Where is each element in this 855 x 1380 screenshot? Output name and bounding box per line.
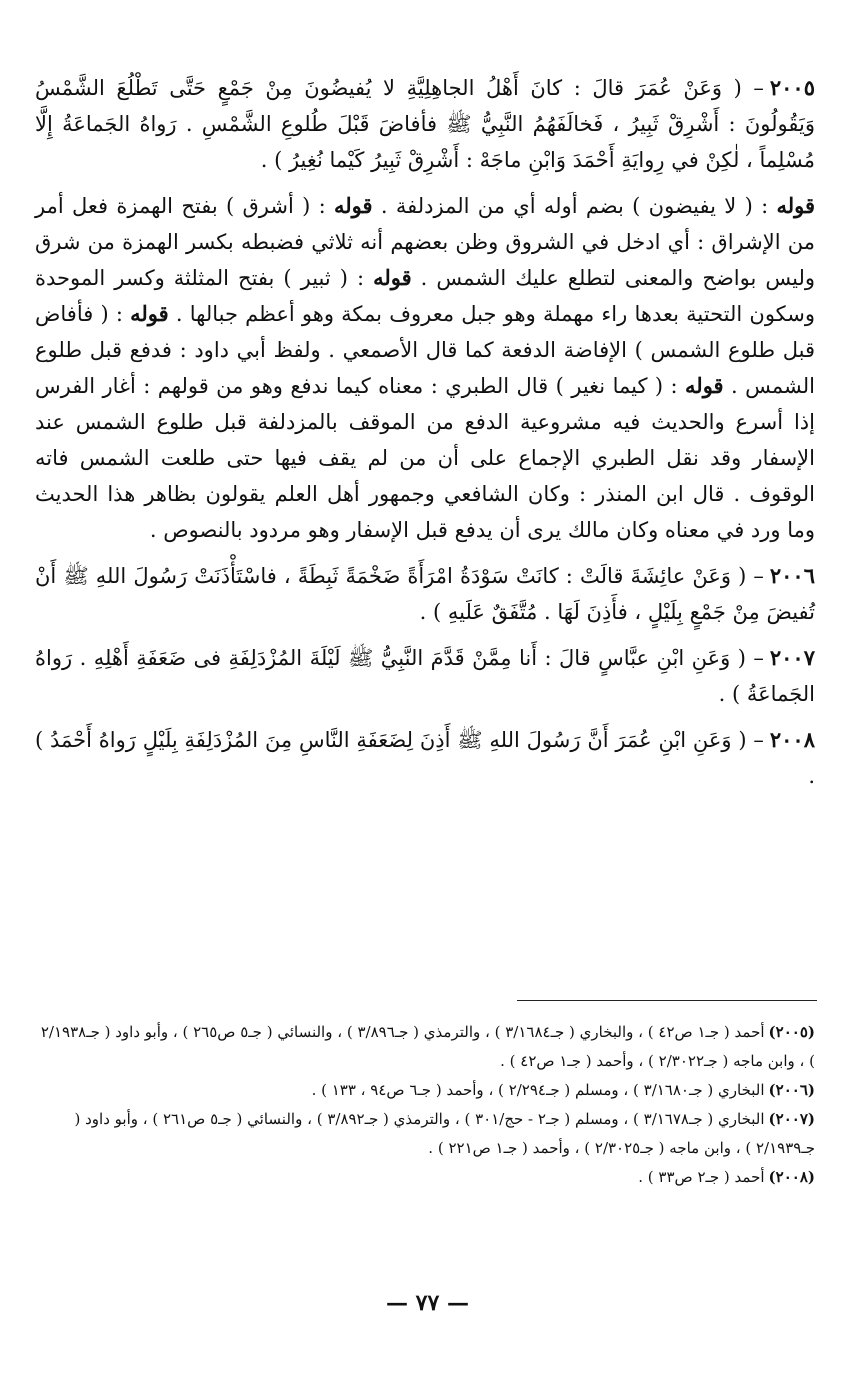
commentary-text: : ( أشرق ) بفتح الهمزة فعل أمر من الإشراق : أي ادخل في الشروق وظن بعضهم أنه ثلاثي فضبطه بكسر الهمزة من شرق وليس بواضح والمعنى لتطلع عليك الشمس . — [35, 194, 815, 290]
hadith-number: ٢٠٠٨ — [769, 727, 815, 752]
footnote-2006 — [35, 1076, 815, 1105]
commentary-keyword: قوله — [776, 193, 816, 218]
footnote-2008 — [35, 1163, 815, 1192]
hadith-number: ٢٠٠٥ — [769, 75, 815, 100]
page-body — [35, 70, 815, 804]
footnote-2007 — [35, 1105, 815, 1163]
footnote-number: (٢٠٠٧) — [768, 1110, 815, 1128]
footnote-divider — [517, 1000, 817, 1001]
hadith-text: – ( وَعَنِ ابْنِ عُمَرَ أَنَّ رَسُولَ اللهِ ﷺ أَذِنَ لِضَعَفَةِ النَّاسِ مِنَ المُزْدَلِفَةِ بِلَيْلٍ رَواهُ أَحْمَدُ ) . — [35, 728, 815, 788]
commentary-keyword: قوله — [334, 193, 373, 218]
hadith-text: – ( وَعَنْ عائِشَةَ قالَتْ : كانَتْ سَوْدَةُ امْرَأَةً ضَخْمَةً ثَبِطَةً ، فاسْتَأْذَنَتْ رَسُولَ اللهِ ﷺ أَنْ تُفيضَ مِنْ جَمْعٍ بِلَيْلٍ ، فأَذِنَ لَهَا . مُتَّفَقٌ عَلَيهِ ) . — [35, 564, 815, 624]
commentary-text: : ( كيما نغير ) قال الطبري : معناه كيما ندفع وهو من قولهم : أغار الفرس إذا أسرع والحديث فيه مشروعية الدفع من الموقف بالمزدلفة قبل طلوع الشمس عند الإسفار وقد نقل الطبري الإجماع على أن من لم يقف فيها حتى طلعت الشمس فاته الوقوف . قال ابن المنذر : وكان الشافعي وجمهور أهل العلم يقولون بظاهر هذا الحديث وما ورد في معناه وكان مالك يرى أن يدفع قبل الإسفار وهو مردود بالنصوص . — [35, 374, 815, 542]
footnote-text: أحمد ( جـ٢ ص٣٣ ) . — [638, 1168, 765, 1186]
footnote-text: أحمد ( جـ١ ص٤٢ ) ، والبخاري ( جـ٣/١٦٨٤ ) ، والترمذي ( جـ٣/٨٩٦ ) ، والنسائي ( جـ٥ ص٢٦٥ ) ، وأبو داود ( جـ٢/١٩٣٨ ) ، وابن ماجه ( جـ٢/٣٠٢٢ ) ، وأحمد ( جـ١ ص٤٢ ) . — [40, 1023, 815, 1070]
footnote-number: (٢٠٠٦) — [768, 1081, 815, 1099]
footnote-number: (٢٠٠٨) — [768, 1168, 815, 1186]
commentary-text: : ( فأفاض قبل طلوع الشمس ) الإفاضة الدفعة كما قال الأصمعي . ولفظ أبي داود : فدفع قبل طلوع الشمس . — [35, 302, 816, 398]
footnote-text: البخاري ( جـ٣/١٦٧٨ ) ، ومسلم ( جـ٢ - حج/٣٠١ ) ، والترمذي ( جـ٣/٨٩٢ ) ، والنسائي ( جـ٥ ص٢٦١ ) ، وأبو داود ( جـ٢/١٩٣٩ ) ، وابن ماجه ( جـ٢/٣٠٢٥ ) ، وأحمد ( جـ١ ص٢٢١ ) . — [74, 1110, 815, 1157]
hadith-2006 — [35, 558, 815, 630]
hadith-number: ٢٠٠٦ — [769, 563, 815, 588]
footnote-2005 — [35, 1018, 815, 1076]
footnote-number: (٢٠٠٥) — [768, 1023, 815, 1041]
commentary-keyword: قوله — [685, 373, 724, 398]
footnote-text: البخاري ( جـ٣/١٦٨٠ ) ، ومسلم ( جـ٢/٢٩٤ ) ، وأحمد ( جـ٦ ص٩٤ ، ١٣٣ ) . — [311, 1081, 765, 1099]
hadith-2005 — [35, 70, 815, 178]
hadith-2007 — [35, 640, 815, 712]
hadith-number: ٢٠٠٧ — [769, 645, 815, 670]
page-number: — ٧٧ — — [386, 1290, 469, 1316]
hadith-text: – ( وَعَنْ عُمَرَ قالَ : كانَ أَهْلُ الجاهِلِيَّةِ لا يُفيضُونَ مِنْ جَمْعٍ حَتَّى تَطْلُعَ الشَّمْسُ وَيَقُولُونَ : أَشْرِقْ ثَبِيرُ ، فَخالَفَهُمُ النَّبِيُّ ﷺ فأفاضَ قَبْلَ طُلوعِ الشَّمْسِ . رَواهُ الجَماعَةُ إِلَّا مُسْلِماً ، لٰكِنْ في رِوايَةِ أَحْمَدَ وَابْنِ ماجَهْ : أَشْرِقْ ثَبِيرُ كَيْما نُغِيرُ ) . — [35, 76, 815, 172]
hadith-2008 — [35, 722, 815, 794]
commentary-keyword: قوله — [130, 301, 169, 326]
hadith-text: – ( وَعَنِ ابْنِ عبَّاسٍ قالَ : أَنا مِمَّنْ قَدَّمَ النَّبِيُّ ﷺ لَيْلَةَ المُزْدَلِفَةِ فى ضَعَفَةِ أَهْلِهِ . رَواهُ الجَماعَةُ ) . — [35, 646, 815, 706]
footnotes — [35, 1018, 815, 1192]
commentary-text: : ( لا يفيضون ) بضم أوله أي من المزدلفة . — [372, 194, 777, 218]
commentary-keyword: قوله — [373, 265, 412, 290]
commentary — [35, 188, 815, 548]
commentary-text: : ( ثبير ) بفتح المثلثة وكسر الموحدة وسكون التحتية بعدها راء مهملة وهو جبل معروف بمكة وهو أعظم جبالها . — [35, 266, 815, 326]
